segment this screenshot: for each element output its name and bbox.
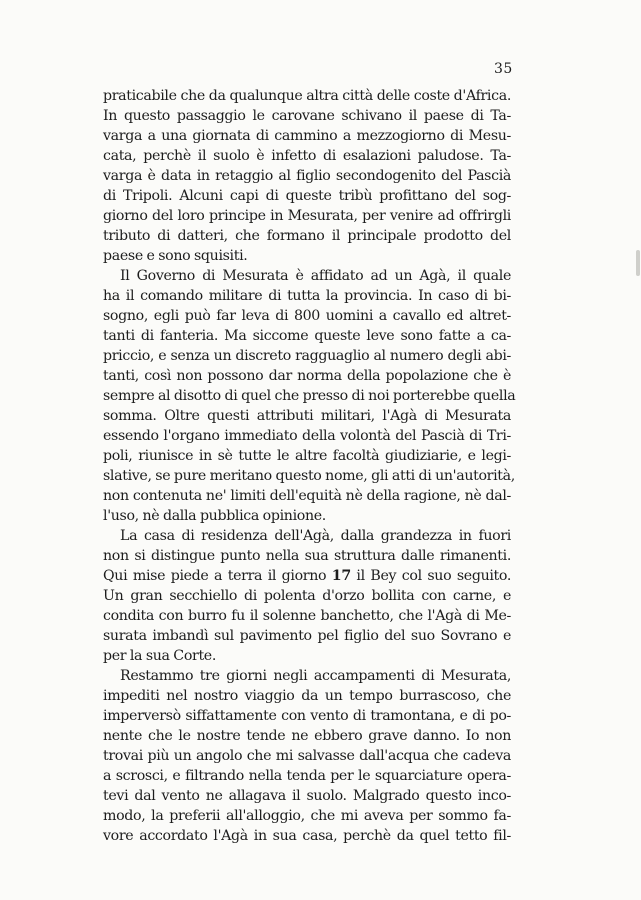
text-line: per la sua Corte. (103, 648, 216, 664)
text-line: cata, perchè il suolo è infetto di esalazioni paludose. Ta- (103, 148, 511, 164)
text-line: surata imbandì sul pavimento pel figlio del suo Sovrano e (103, 628, 511, 644)
text-line: varga è data in retaggio al figlio secondogenito del Pascià (103, 168, 511, 184)
text-line: La casa di residenza dell'Agà, dalla grandezza in fuori (120, 528, 511, 544)
text-line: ha il comando militare di tutta la provincia. In caso di bi- (103, 288, 511, 304)
text-line: imperversò siffattamente con vento di tramontana, e di po- (103, 708, 511, 724)
text-line: non si distingue punto nella sua struttura dalle rimanenti. (103, 548, 511, 564)
text-line: poli, riunisce in sè tutte le altre facoltà giudiziarie, e legi- (103, 448, 511, 464)
text-line: sempre al disotto di quel che presso di noi porterebbe quella (103, 388, 516, 404)
text-line: vore accordato l'Agà in sua casa, perchè da quel tetto fil- (103, 828, 511, 844)
text-line: nente che le nostre tende ne ebbero grave danno. Io non (103, 728, 511, 744)
page-number: 35 (494, 61, 513, 77)
text-line: Restammo tre giorni negli accampamenti di Mesurata, (120, 668, 511, 684)
text-line: In questo passaggio le carovane schivano il paese di Ta- (103, 108, 511, 124)
text-line: l'uso, nè dalla pubblica opinione. (103, 508, 326, 524)
text-line: priccio, e senza un discreto ragguaglio al numero degli abi- (103, 348, 511, 364)
text-line: impediti nel nostro viaggio da un tempo burrascoso, che (103, 688, 511, 704)
text-line: sogno, egli può far leva di 800 uomini a cavallo ed altret- (103, 308, 511, 324)
text-line: tanti di fanteria. Ma siccome queste leve sono fatte a ca- (103, 328, 511, 344)
text-line: varga a una giornata di cammino a mezzogiorno di Mesu- (103, 128, 511, 144)
body-text (103, 86, 516, 846)
text-line: condita con burro fu il solenne banchetto, che l'Agà di Me- (103, 608, 511, 624)
text-line: Un gran secchiello di polenta d'orzo bollita con carne, e (103, 588, 511, 604)
page-edge-mark (636, 250, 640, 276)
text-line: slative, se pure meritano questo nome, gli atti di un'autorità, (103, 468, 515, 484)
text-line: tanti, così non possono dar norma della popolazione che è (103, 368, 511, 384)
text-line: paese e sono squisiti. (103, 248, 248, 264)
text-line: non contenuta ne' limiti dell'equità nè della ragione, nè dal- (103, 488, 511, 504)
text-line: a scrosci, e filtrando nella tenda per le squarciature opera- (103, 768, 511, 784)
text-line: giorno del loro principe in Mesurata, per venire ad offrirgli (103, 208, 511, 224)
text-line: di Tripoli. Alcuni capi di queste tribù profittano del sog- (103, 188, 511, 204)
text-line: essendo l'organo immediato della volontà del Pascià di Tri- (103, 428, 511, 444)
text-line: Qui mise piede a terra il giorno 17 il Bey col suo seguito. (103, 568, 511, 584)
text-line: modo, la preferii all'alloggio, che mi aveva per sommo fa- (103, 808, 511, 824)
text-line: tevi dal vento ne allagava il suolo. Malgrado questo inco- (103, 788, 511, 804)
text-line: somma. Oltre questi attributi militari, l'Agà di Mesurata (103, 408, 511, 424)
text-line: trovai più un angolo che mi salvasse dall'acqua che cadeva (103, 748, 511, 764)
text-line: Il Governo di Mesurata è affidato ad un Agà, il quale (120, 268, 511, 284)
text-line: praticabile che da qualunque altra città delle coste d'Africa. (103, 88, 511, 104)
text-line: tributo di datteri, che formano il principale prodotto del (103, 228, 511, 244)
